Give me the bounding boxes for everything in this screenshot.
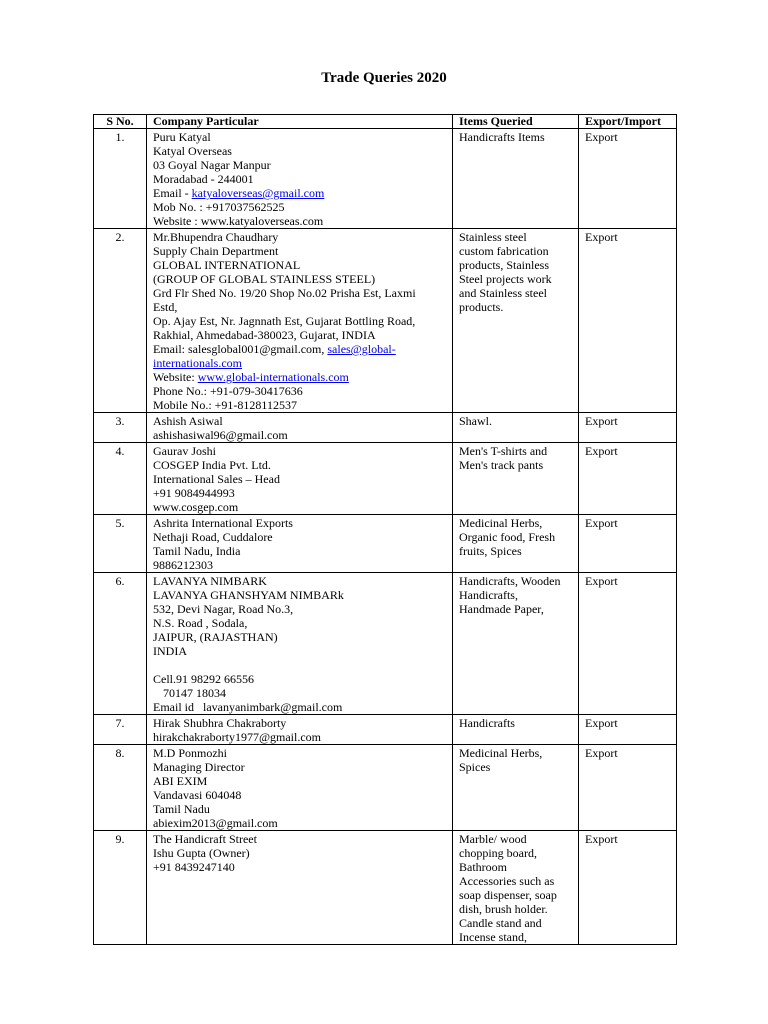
table-header-row — [94, 115, 677, 129]
company-cell — [147, 229, 453, 413]
row-sno: 1. — [94, 129, 147, 229]
mobile-line: Mob No. : +917037562525 — [153, 200, 285, 214]
company-line: Tamil Nadu, India — [153, 544, 241, 558]
table-row — [94, 573, 677, 715]
item-line: Men's track pants — [459, 458, 544, 472]
company-line: Hirak Shubhra Chakraborty — [153, 716, 287, 730]
company-cell — [147, 515, 453, 573]
items-cell: Handicrafts Items — [453, 129, 579, 229]
email-line: Email id lavanyanimbark@gmail.com — [153, 700, 343, 714]
item-line: chopping board, — [459, 846, 537, 860]
document-title: Trade Queries 2020 — [321, 70, 447, 86]
items-cell — [453, 715, 579, 745]
type-cell: Export — [579, 413, 677, 443]
item-line: soap dispenser, soap — [459, 888, 557, 902]
item-line: Spices — [459, 760, 491, 774]
company-cell — [147, 573, 453, 715]
company-line: abiexim2013@gmail.com — [153, 816, 278, 830]
item-line: Handicrafts, Wooden — [459, 574, 561, 588]
items-cell — [453, 831, 579, 945]
company-line: The Handicraft Street — [153, 832, 257, 846]
item-line: Incense stand, — [459, 930, 527, 944]
email-link[interactable]: sales@global- — [327, 342, 396, 356]
header-type: Export/Import — [579, 115, 677, 129]
table-row — [94, 745, 677, 831]
company-line: +91 9084944993 — [153, 486, 235, 500]
row-sno: 2. — [94, 229, 147, 413]
email-link[interactable]: katyaloverseas@gmail.com — [191, 186, 325, 200]
email-label: Email - — [153, 186, 192, 200]
header-company: Company Particular — [147, 115, 453, 129]
company-cell — [147, 715, 453, 745]
company-line: M.D Ponmozhi — [153, 746, 228, 760]
row-sno: 3. — [94, 413, 147, 443]
company-line: (GROUP OF GLOBAL STAINLESS STEEL) — [153, 272, 376, 286]
company-line: 03 Goyal Nagar Manpur — [153, 158, 271, 172]
item-line: Handicrafts, — [459, 588, 518, 602]
company-line: Grd Flr Shed No. 19/20 Shop No.02 Prisha Est, Laxmi — [153, 286, 416, 300]
company-line: LAVANYA NIMBARK — [153, 574, 267, 588]
company-line: Mr.Bhupendra Chaudhary — [153, 230, 279, 244]
email-line — [153, 342, 452, 356]
company-line: Puru Katyal — [153, 130, 211, 144]
company-cell — [147, 129, 453, 229]
company-line: Gaurav Joshi — [153, 444, 216, 458]
cell-line: Cell.91 98292 66556 — [153, 672, 254, 686]
item-line: Handmade Paper, — [459, 602, 544, 616]
item-line: Medicinal Herbs, — [459, 516, 543, 530]
item-line: dish, brush holder. — [459, 902, 548, 916]
item-line: Bathroom — [459, 860, 507, 874]
company-line: Tamil Nadu — [153, 802, 210, 816]
phone-line: Phone No.: +91-079-30417636 — [153, 384, 303, 398]
header-sno: S No. — [94, 115, 147, 129]
company-line: 9886212303 — [153, 558, 213, 572]
company-line: LAVANYA GHANSHYAM NIMBARk — [153, 588, 344, 602]
type-cell: Export — [579, 715, 677, 745]
company-line: 532, Devi Nagar, Road No.3, — [153, 602, 294, 616]
company-line: Vandavasi 604048 — [153, 788, 242, 802]
company-line: GLOBAL INTERNATIONAL — [153, 258, 301, 272]
email-label: Email: salesglobal001@gmail.com, — [153, 342, 328, 356]
type-cell: Export — [579, 745, 677, 831]
table-row — [94, 715, 677, 745]
table-row — [94, 129, 677, 229]
item-line: fruits, Spices — [459, 544, 522, 558]
item-line: Organic food, Fresh — [459, 530, 556, 544]
website-label: Website: — [153, 370, 198, 384]
row-sno: 7. — [94, 715, 147, 745]
table-row — [94, 515, 677, 573]
company-line: Ashrita International Exports — [153, 516, 293, 530]
items-cell — [453, 229, 579, 413]
company-line: www.cosgep.com — [153, 500, 239, 514]
item-line: Candle stand and — [459, 916, 542, 930]
website-line — [153, 370, 452, 384]
company-line: Moradabad - 244001 — [153, 172, 254, 186]
item-line: Shawl. — [459, 414, 492, 428]
company-line: +91 8439247140 — [153, 860, 235, 874]
company-line: Katyal Overseas — [153, 144, 232, 158]
type-cell: Export — [579, 515, 677, 573]
table-row — [94, 831, 677, 945]
item-line: Stainless steel — [459, 230, 527, 244]
item-line: Medicinal Herbs, — [459, 746, 543, 760]
table-row — [94, 443, 677, 515]
company-line: Ashish Asiwal — [153, 414, 223, 428]
item-line: products, Stainless — [459, 258, 549, 272]
company-line: ashishasiwal96@gmail.com — [153, 428, 288, 442]
table-row — [94, 229, 677, 413]
company-line: COSGEP India Pvt. Ltd. — [153, 458, 271, 472]
company-line: Op. Ajay Est, Nr. Jagnnath Est, Gujarat Bottling Road, — [153, 314, 416, 328]
company-line: hirakchakraborty1977@gmail.com — [153, 730, 321, 744]
email-line — [153, 186, 452, 200]
company-line: Rakhial, Ahmedabad-380023, Gujarat, INDIA — [153, 328, 376, 342]
item-line: Marble/ wood — [459, 832, 527, 846]
type-cell: Export — [579, 831, 677, 945]
type-cell: Export — [579, 229, 677, 413]
header-items: Items Queried — [453, 115, 579, 129]
company-cell — [147, 443, 453, 515]
item-line: products. — [459, 300, 504, 314]
row-sno: 9. — [94, 831, 147, 945]
website-link[interactable]: www.global-internationals.com — [197, 370, 349, 384]
items-cell — [453, 573, 579, 715]
company-cell — [147, 745, 453, 831]
cell-line: 70147 18034 — [163, 686, 226, 700]
company-cell — [147, 831, 453, 945]
items-cell — [453, 443, 579, 515]
company-line: International Sales – Head — [153, 472, 280, 486]
items-cell — [453, 515, 579, 573]
company-line: INDIA — [153, 644, 187, 658]
trade-queries-table — [93, 114, 677, 945]
blank-line — [153, 658, 452, 672]
item-line: Men's T-shirts and — [459, 444, 548, 458]
items-cell — [453, 413, 579, 443]
company-line: Estd, — [153, 300, 178, 314]
row-sno: 5. — [94, 515, 147, 573]
company-line: N.S. Road , Sodala, — [153, 616, 248, 630]
mobile-line: Mobile No.: +91-8128112537 — [153, 398, 297, 412]
type-cell: Export — [579, 443, 677, 515]
row-sno: 4. — [94, 443, 147, 515]
company-line: Ishu Gupta (Owner) — [153, 846, 250, 860]
type-cell: Export — [579, 573, 677, 715]
email-link[interactable]: internationals.com — [153, 356, 242, 370]
item-line: and Stainless steel — [459, 286, 547, 300]
company-line: Nethaji Road, Cuddalore — [153, 530, 273, 544]
type-cell: Export — [579, 129, 677, 229]
company-line: Managing Director — [153, 760, 245, 774]
item-line: Steel projects work — [459, 272, 552, 286]
items-cell — [453, 745, 579, 831]
row-sno: 6. — [94, 573, 147, 715]
table-row — [94, 413, 677, 443]
item-line: Handicrafts — [459, 716, 515, 730]
company-cell — [147, 413, 453, 443]
item-line: custom fabrication — [459, 244, 549, 258]
row-sno: 8. — [94, 745, 147, 831]
company-line: ABI EXIM — [153, 774, 208, 788]
company-line: Supply Chain Department — [153, 244, 279, 258]
website-line: Website : www.katyaloverseas.com — [153, 214, 324, 228]
item-line: Accessories such as — [459, 874, 555, 888]
company-line: JAIPUR, (RAJASTHAN) — [153, 630, 278, 644]
email-line-cont — [153, 356, 452, 370]
